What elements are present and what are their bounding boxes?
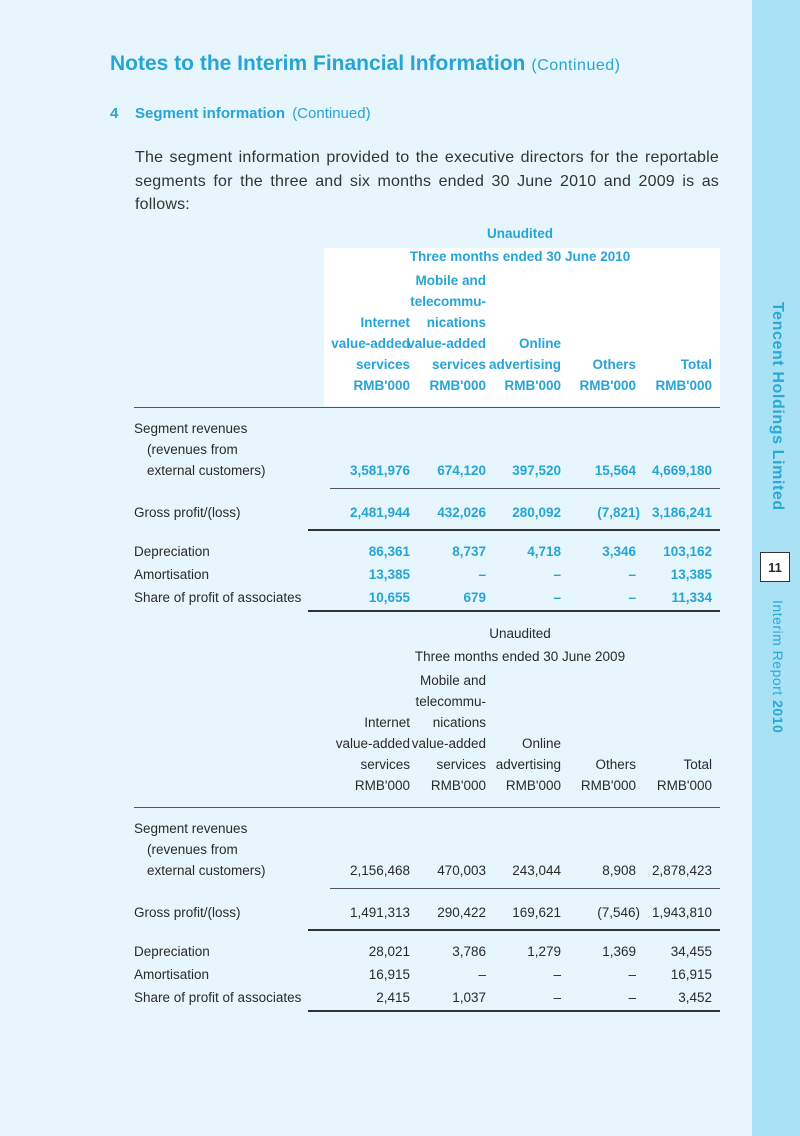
section-title: Segment information [135,105,286,122]
row-label-depreciation: Depreciation [134,544,210,559]
table-audit-label: Unaudited [487,226,553,241]
cell-gp-others: (7,821) [597,505,640,520]
cell-dep-total: 34,455 [670,944,712,959]
cell-dep-total: 103,162 [663,544,712,559]
table-period-label: Three months ended 30 June 2010 [409,249,631,264]
cell-gp-internet: 2,481,944 [349,505,410,520]
cell-am-online: – [553,567,561,582]
table-bottom-rule [308,610,720,612]
cell-dep-internet: 28,021 [368,944,410,959]
cell-sp-others: – [628,990,636,1005]
cell-sp-online: – [553,990,561,1005]
cell-am-total: 13,385 [670,567,712,582]
revenue-rule [330,888,720,889]
page-title-suffix: (Continued) [531,57,621,74]
col-header-total: Total RMB'000 [656,757,712,793]
cell-rev-internet: 3,581,976 [349,463,410,478]
col-header-others: Others RMB'000 [580,757,636,793]
row-label-share-of-profit: Share of profit of associates [134,990,302,1005]
cell-sp-internet: 2,415 [376,990,410,1005]
row-label-share-of-profit: Share of profit of associates [134,590,302,605]
cell-am-others: – [628,567,636,582]
page-number-box: 11 [760,552,790,582]
header-rule [134,807,720,808]
cell-rev-total: 2,878,423 [651,863,712,878]
section-suffix: (Continued) [292,105,371,122]
cell-sp-total: 3,452 [678,990,712,1005]
cell-rev-online: 397,520 [512,463,561,478]
cell-sp-online: – [553,590,561,605]
cell-rev-others: 8,908 [602,863,636,878]
report-year: 2010 [770,700,786,734]
row-label-gross-profit: Gross profit/(loss) [134,905,241,920]
cell-gp-others: (7,546) [597,905,640,920]
cell-sp-total: 11,334 [671,590,712,605]
cell-dep-others: 3,346 [602,544,636,559]
col-header-mobile: Mobile and telecommu- nications value-added services RMB'000 [411,673,486,793]
cell-dep-mobile: 8,737 [452,544,486,559]
report-label: Interim Report [770,600,786,696]
cell-gp-total: 1,943,810 [651,905,712,920]
col-header-total: Total RMB'000 [655,357,712,393]
gross-profit-rule [308,929,720,931]
section-heading [110,105,371,122]
cell-gp-total: 3,186,241 [651,505,712,520]
sidebar-company-name: Tencent Holdings Limited [769,302,786,511]
revenue-rule [330,488,720,489]
cell-dep-internet: 86,361 [368,544,410,559]
col-header-others: Others RMB'000 [579,357,636,393]
segment-table-2010 [0,222,800,622]
cell-rev-mobile: 470,003 [437,863,486,878]
cell-am-total: 16,915 [670,967,712,982]
cell-rev-online: 243,044 [512,863,561,878]
cell-sp-mobile: 679 [463,590,486,605]
col-header-internet: Internet value-added services RMB'000 [335,715,410,793]
cell-am-mobile: – [478,967,486,982]
cell-am-mobile: – [478,567,486,582]
cell-gp-online: 169,621 [512,905,561,920]
row-label-amortisation: Amortisation [134,967,210,982]
cell-gp-mobile: 432,026 [437,505,486,520]
cell-am-internet: 13,385 [368,567,410,582]
cell-dep-others: 1,369 [602,944,636,959]
section-number: 4 [110,105,119,122]
cell-am-online: – [553,967,561,982]
cell-gp-online: 280,092 [512,505,561,520]
header-rule [134,407,720,408]
intro-paragraph: The segment information provided to the executive directors for the reportable segments for the three and six months ended 30 June 2010 and 2009 is as follows: [135,149,719,213]
cell-rev-total: 4,669,180 [651,463,712,478]
gross-profit-rule [308,529,720,531]
table-period-label: Three months ended 30 June 2009 [414,649,626,664]
cell-sp-others: – [628,590,636,605]
cell-rev-internet: 2,156,468 [349,863,410,878]
table-audit-label: Unaudited [489,626,551,641]
cell-dep-online: 1,279 [527,944,561,959]
row-label-depreciation: Depreciation [134,944,210,959]
cell-sp-internet: 10,655 [368,590,410,605]
col-header-internet: Internet value-added services RMB'000 [331,315,410,393]
row-label-segment-revenues: Segment revenues (revenues from external customers) [134,821,266,878]
cell-rev-mobile: 674,120 [437,463,486,478]
cell-rev-others: 15,564 [594,463,636,478]
cell-dep-online: 4,718 [527,544,561,559]
cell-gp-internet: 1,491,313 [349,905,410,920]
row-label-amortisation: Amortisation [134,567,210,582]
cell-dep-mobile: 3,786 [452,944,486,959]
cell-sp-mobile: 1,037 [452,990,486,1005]
cell-gp-mobile: 290,422 [437,905,486,920]
row-label-gross-profit: Gross profit/(loss) [134,505,241,520]
cell-am-others: – [628,967,636,982]
col-header-online: Online advertising RMB'000 [495,736,561,793]
page-title [110,52,620,76]
col-header-online: Online advertising RMB'000 [488,336,561,393]
segment-table-2009 [0,622,800,1022]
col-header-mobile: Mobile and telecommu- nications value-added services RMB'000 [407,273,486,393]
cell-am-internet: 16,915 [368,967,410,982]
row-label-segment-revenues: Segment revenues (revenues from external customers) [134,421,266,478]
page-title-text: Notes to the Interim Financial Information [110,52,526,75]
table-bottom-rule [308,1010,720,1012]
